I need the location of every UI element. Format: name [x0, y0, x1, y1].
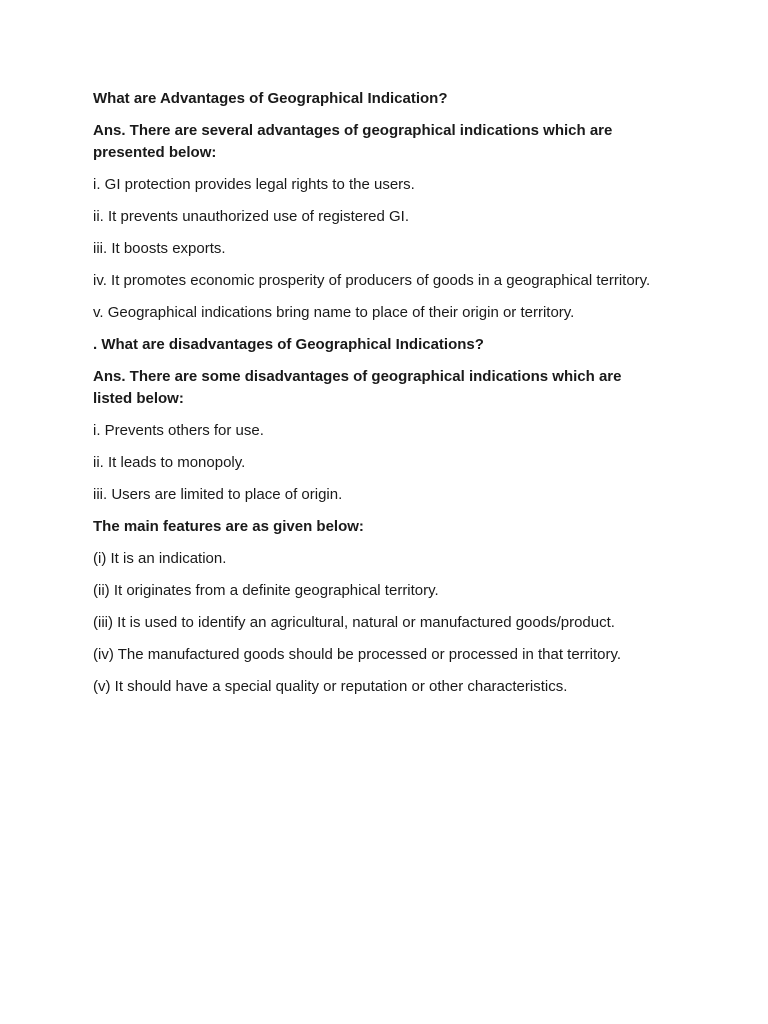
advantage-item: ii. It prevents unauthorized use of registered GI. — [93, 208, 410, 225]
disadvantages-answer-intro: Ans. There are some disadvantages of geographical indications which are listed below: — [93, 368, 622, 407]
feature-item: (i) It is an indication. — [93, 550, 227, 567]
disadvantage-item: ii. It leads to monopoly. — [93, 454, 246, 471]
disadvantage-item: i. Prevents others for use. — [93, 422, 264, 439]
advantage-item: i. GI protection provides legal rights to the users. — [93, 176, 415, 193]
features-heading: The main features are as given below: — [93, 518, 364, 535]
document-page — [93, 88, 663, 708]
advantage-item: iv. It promotes economic prosperity of producers of goods in a geographical territory. — [93, 272, 651, 289]
advantages-heading: What are Advantages of Geographical Indication? — [93, 90, 448, 107]
disadvantages-heading: . What are disadvantages of Geographical Indications? — [93, 336, 484, 353]
advantage-item: iii. It boosts exports. — [93, 240, 226, 257]
feature-item: (ii) It originates from a definite geographical territory. — [93, 582, 439, 599]
feature-item: (v) It should have a special quality or reputation or other characteristics. — [93, 678, 568, 695]
advantage-item: v. Geographical indications bring name to place of their origin or territory. — [93, 304, 575, 321]
feature-item: (iii) It is used to identify an agricultural, natural or manufactured goods/product. — [93, 614, 615, 631]
feature-item: (iv) The manufactured goods should be processed or processed in that territory. — [93, 646, 622, 663]
disadvantage-item: iii. Users are limited to place of origin. — [93, 486, 343, 503]
advantages-answer-intro: Ans. There are several advantages of geographical indications which are presented below: — [93, 122, 613, 161]
